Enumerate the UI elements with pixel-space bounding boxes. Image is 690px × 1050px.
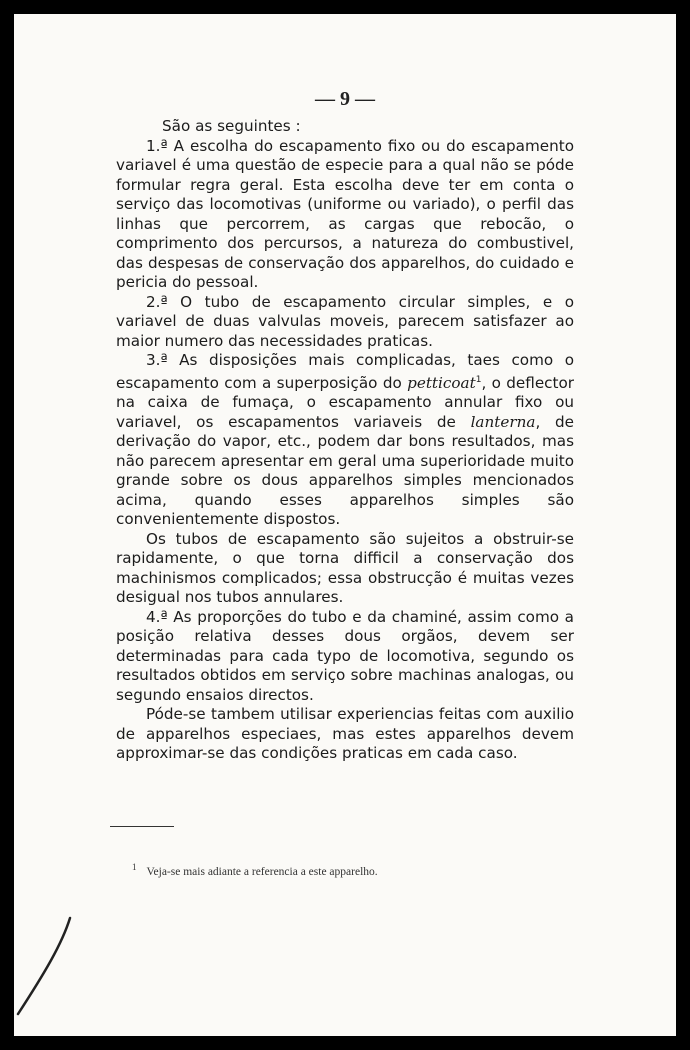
footnote-marker: 1: [132, 862, 137, 872]
paragraph-obstruction: Os tubos de escapamento são sujeitos a obstruir-se rapidamente, o que torna difficil a conservação dos machinismos complicados; essa obstrucção é muitas vezes desigual nos tubos annulares.: [116, 529, 574, 607]
paragraph-item-4: 4.ª As proporções do tubo e da chaminé, assim como a posição relativa desses dous orgãos, devem ser determinadas para cada typo de locomotiva, segundo os resultados obtidos em serviço sobre machinas analogas, ou segundo ensaios directos.: [116, 607, 574, 704]
footnote: [132, 862, 572, 878]
paragraph-item-3: [116, 351, 574, 530]
petticoat-term: petticoat: [407, 373, 476, 392]
footnote-divider: [110, 826, 174, 827]
footnote-reference[interactable]: 1: [475, 374, 482, 385]
paragraph-3-part-3: , de derivação do vapor, etc., podem dar bons resultados, mas não parecem apresentar em geral uma superioridade muito grande sobre os dous apparelhos simples mencionados acima, quando esses apparelhos simples são convenientemente dispostos.: [116, 412, 575, 529]
footnote-text: Veja-se mais adiante a referencia a este apparelho.: [146, 865, 378, 878]
intro-paragraph: São as seguintes :: [162, 117, 301, 135]
body-text: [116, 117, 574, 764]
paragraph-item-1: 1.ª A escolha do escapamento fixo ou do escapamento variavel é uma questão de especie para a qual não se póde formular regra geral. Esta escolha deve ter em conta o serviço das locomotivas (uniforme ou variado), o perfil das linhas que percorrem, as cargas que rebocão, o comprimento dos percursos, a natureza do combustivel, das despesas de conservação dos apparelhos, do cuidado e pericia do pessoal.: [116, 136, 574, 291]
page-number: — 9 —: [315, 88, 375, 110]
pen-mark-decoration: [14, 914, 94, 1024]
page: [14, 14, 676, 1036]
lanterna-term: lanterna: [470, 412, 536, 431]
paragraph-3-part-1: 3.ª As disposições mais complicadas, taes como o escapamento com a superposição do: [116, 351, 574, 392]
paragraph-3-part-2: , o deflector na caixa de fumaça, o escapamento annular fixo ou variavel, os escapamentos variaveis de: [116, 373, 575, 431]
paragraph-item-2: 2.ª O tubo de escapamento circular simples, e o variavel de duas valvulas moveis, parecem satisfazer ao maior numero das necessidades praticas.: [116, 292, 574, 350]
paragraph-experiences: Póde-se tambem utilisar experiencias feitas com auxilio de apparelhos especiaes, mas estes apparelhos devem approximar-se das condições praticas em cada caso.: [116, 705, 574, 763]
